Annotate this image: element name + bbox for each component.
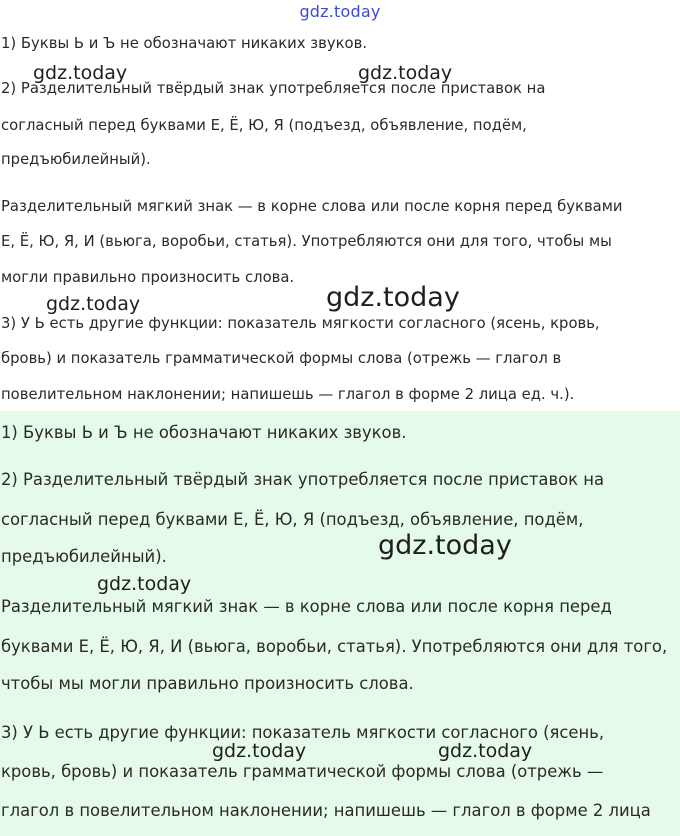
site-logo[interactable]: gdz.today — [299, 2, 381, 21]
watermark: gdz.today — [46, 293, 141, 315]
text-line: согласный перед буквами Е, Ё, Ю, Я (подъезд, объявление, подём, — [1, 510, 584, 529]
text-line: 2) Разделительный твёрдый знак употребляется после приставок на — [1, 470, 605, 489]
answer-block-2 — [0, 411, 680, 836]
watermark: gdz.today — [378, 530, 512, 561]
text-line: 2) Разделительный твёрдый знак употребляется после приставок на — [1, 80, 546, 97]
text-line: чтобы мы могли правильно произносить слова. — [1, 674, 414, 693]
text-line: 3) У Ь есть другие функции: показатель мягкости согласного (ясень, кровь, — [1, 315, 600, 332]
text-line: глагол в повелительном наклонении; напишешь — глагол в форме 2 лица — [1, 801, 651, 820]
text-line: могли правильно произносить слова. — [1, 269, 295, 286]
text-line: Разделительный мягкий знак — в корне слова или после корня перед буквами — [1, 198, 623, 215]
text-line: кровь, бровь) и показатель грамматической формы слова (отрежь — — [1, 762, 604, 781]
text-line: Разделительный мягкий знак — в корне слова или после корня перед — [1, 597, 612, 616]
watermark: gdz.today — [438, 740, 533, 762]
text-line: согласный перед буквами Е, Ё, Ю, Я (подъезд, объявление, подём, — [1, 117, 527, 134]
text-line: буквами Е, Ё, Ю, Я, И (вьюга, воробьи, статья). Употребляются они для того, — [1, 637, 668, 656]
watermark: gdz.today — [33, 62, 128, 84]
watermark: gdz.today — [97, 573, 192, 595]
text-line: бровь) и показатель грамматической формы слова (отрежь — глагол в — [1, 350, 562, 367]
text-line: повелительном наклонении; напишешь — глагол в форме 2 лица ед. ч.). — [1, 386, 575, 403]
text-line: 1) Буквы Ь и Ъ не обозначают никаких звуков. — [1, 35, 368, 52]
text-line: предъюбилейный). — [1, 151, 151, 168]
text-line: 1) Буквы Ь и Ъ не обозначают никаких звуков. — [1, 423, 407, 442]
text-line: предъюбилейный). — [1, 547, 167, 566]
watermark: gdz.today — [212, 740, 307, 762]
text-line: Е, Ё, Ю, Я, И (вьюга, воробьи, статья). Употребляются они для того, чтобы мы — [1, 233, 612, 250]
watermark: gdz.today — [326, 282, 460, 313]
watermark: gdz.today — [358, 62, 453, 84]
text-line: 3) У Ь есть другие функции: показатель мягкости согласного (ясень, — [1, 723, 605, 742]
